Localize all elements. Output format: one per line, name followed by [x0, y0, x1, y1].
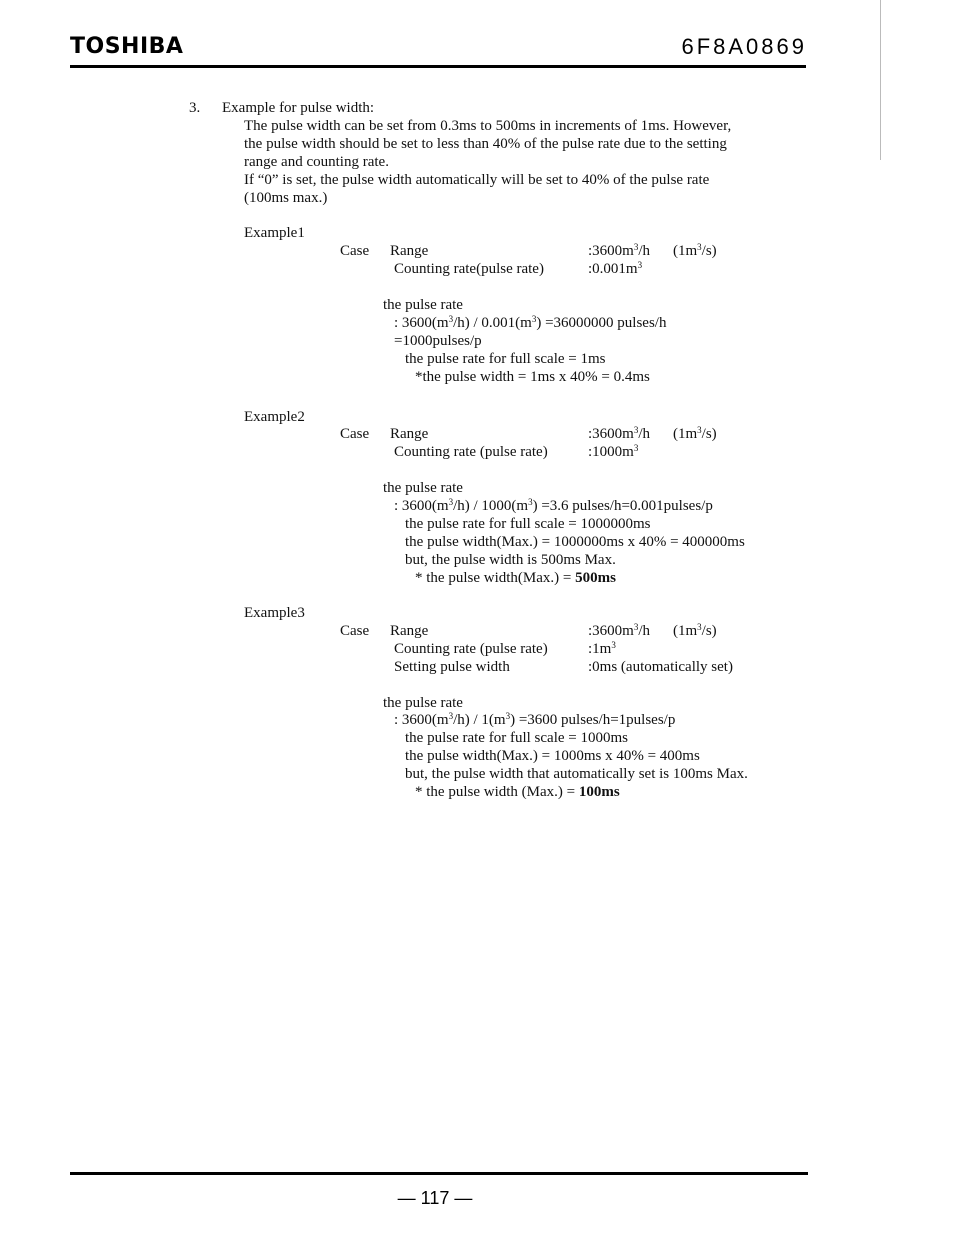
example1-range-label: Range — [390, 243, 429, 259]
document-number: 6F8A0869 — [681, 34, 807, 59]
example1-calc-line: the pulse rate — [383, 297, 463, 313]
section-number: 3. — [189, 100, 201, 116]
example3-calc-line: the pulse width(Max.) = 1000ms x 40% = 400ms — [405, 748, 700, 764]
example1-range-alt: $(1m^3/s)$ — [673, 242, 717, 259]
example3-case: Case — [340, 623, 370, 639]
paragraph-line: the pulse width should be set to less than 40% of the pulse rate due to the setting — [244, 136, 727, 152]
example2-case: Case — [340, 426, 370, 442]
margin-line — [880, 0, 881, 160]
example2-range-alt: $(1m^3/s)$ — [673, 425, 717, 442]
example2-calc-line: : $3600(m^3/h) / 1000(m^3) =3.6$ pulses/h=0.001pulses/p — [394, 497, 713, 514]
example2-result-prefix: * the pulse width(Max.) = — [415, 570, 576, 586]
example3-range-value: $:3600m^3/h$ — [588, 622, 651, 639]
paragraph-line: If “0” is set, the pulse width automatically will be set to 40% of the pulse rate — [244, 172, 710, 188]
example1-case: Case — [340, 243, 370, 259]
example1-label: Example1 — [244, 225, 305, 241]
example1-calc-line: : $3600(m^3/h) / 0.001(m^3) =36000000$ pulses/h — [394, 314, 667, 331]
example1-result: *the pulse width = 1ms x 40% = 0.4ms — [415, 369, 650, 385]
example1-count-label: Counting rate(pulse rate) — [394, 261, 544, 277]
example3-label: Example3 — [244, 605, 305, 621]
example3-setting-label: Setting pulse width — [394, 659, 510, 675]
paragraph-line: range and counting rate. — [244, 154, 389, 170]
example2-result-value: 500ms — [575, 570, 616, 586]
example3-result — [415, 783, 620, 801]
example3-calc-line: the pulse rate for full scale = 1000ms — [405, 730, 628, 746]
paragraph-line: The pulse width can be set from 0.3ms to 500ms in increments of 1ms. However, — [244, 118, 732, 134]
example3-count-value: $:1m^3$ — [588, 640, 616, 657]
example2-count-label: Counting rate (pulse rate) — [394, 444, 548, 460]
page-number: — 117 — — [397, 1188, 473, 1208]
example2-calc-line: the pulse rate — [383, 480, 463, 496]
example2-result — [415, 569, 616, 587]
example2-calc-line: the pulse rate for full scale = 1000000ms — [405, 516, 651, 532]
paragraph-line: (100ms max.) — [244, 190, 328, 206]
example2-calc-line: but, the pulse width is 500ms Max. — [405, 552, 616, 568]
example2-count-value: $:1000m^3$ — [588, 443, 639, 460]
example1-range-value: $:3600m^3/h$ — [588, 242, 651, 259]
example2-label: Example2 — [244, 409, 305, 425]
example2-calc-line: the pulse width(Max.) = 1000000ms x 40% = 400000ms — [405, 534, 745, 550]
example3-range-label: Range — [390, 623, 429, 639]
example3-count-label: Counting rate (pulse rate) — [394, 641, 548, 657]
example2-range-value: $:3600m^3/h$ — [588, 425, 651, 442]
example1-calc-line: the pulse rate for full scale = 1ms — [405, 351, 606, 367]
example1-count-value: $:0.001m^3$ — [588, 260, 643, 277]
example3-calc-line: but, the pulse width that automatically set is 100ms Max. — [405, 766, 748, 782]
brand-logo: TOSHIBA — [70, 34, 184, 59]
footer-rule — [70, 1172, 808, 1175]
example3-result-prefix: * the pulse width (Max.) = — [415, 784, 579, 800]
example2-range-label: Range — [390, 426, 429, 442]
section-title: Example for pulse width: — [222, 100, 375, 116]
example3-setting-value: :0ms (automatically set) — [588, 659, 733, 675]
header-rule — [70, 65, 806, 68]
example3-calc-line: : $3600(m^3/h) / 1(m^3) =3600$ pulses/h=1pulses/p — [394, 711, 676, 728]
example1-calc-line: =1000pulses/p — [394, 333, 482, 349]
example3-result-value: 100ms — [578, 784, 620, 800]
example3-range-alt: $(1m^3/s)$ — [673, 622, 717, 639]
example3-calc-line: the pulse rate — [383, 695, 463, 711]
